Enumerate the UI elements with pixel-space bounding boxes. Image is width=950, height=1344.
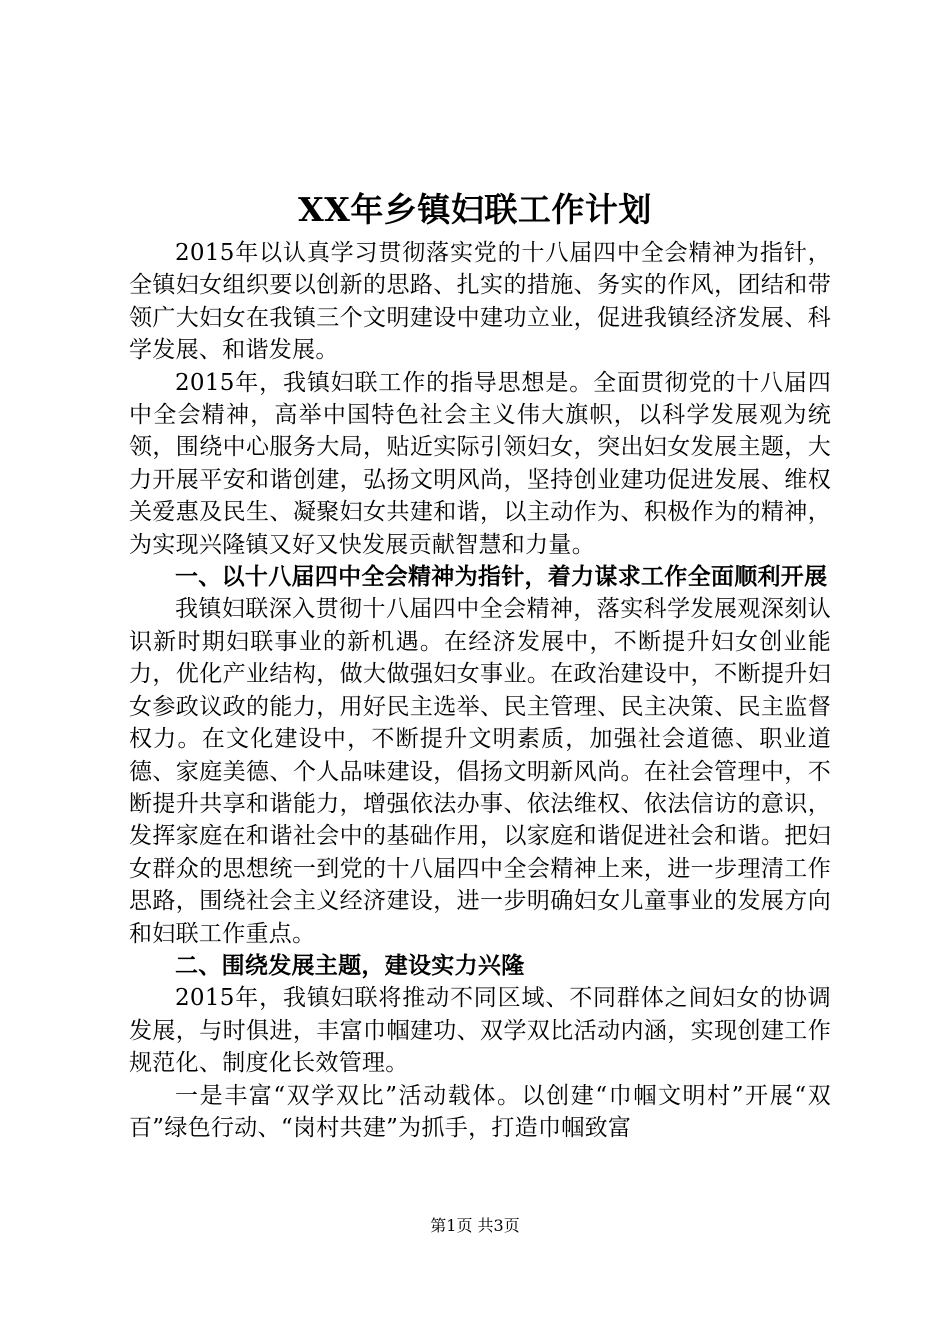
paragraph: 2015年，我镇妇联工作的指导思想是。全面贯彻党的十八届四中全会精神，高举中国特色社会主义伟大旗帜，以科学发展观为统领，围绕中心服务大局，贴近实际引领妇女，突出妇女发展主题，大力开展平安和谐创建，弘扬文明风尚，坚持创业建功促进发展、维权关爱惠及民生、凝聚妇女共建和谐，以主动作为、积极作为的精神，为实现兴隆镇又好又快发展贡献智慧和力量。: [129, 369, 831, 558]
document-title: XX年乡镇妇联工作计划: [298, 190, 652, 229]
section-heading: 一、以十八届四中全会精神为指针，着力谋求工作全面顺利开展: [175, 564, 828, 591]
paragraph: 一是丰富“双学双比”活动载体。以创建“巾帼文明村”开展“双百”绿色行动、“岗村共建”为抓手，打造巾帼致富: [129, 1082, 831, 1141]
page-footer: 第1页 共3页: [430, 1216, 520, 1235]
paragraph: 2015年以认真学习贯彻落实党的十八届四中全会精神为指针，全镇妇女组织要以创新的思路、扎实的措施、务实的作风，团结和带领广大妇女在我镇三个文明建设中建功立业，促进我镇经济发展、科学发展、和谐发展。: [129, 240, 831, 364]
document-body: [129, 237, 831, 1144]
paragraph: 2015年，我镇妇联将推动不同区域、不同群体之间妇女的协调发展，与时俱进，丰富巾帼建功、双学双比活动内涵，实现创建工作规范化、制度化长效管理。: [129, 985, 831, 1077]
section-heading: 二、围绕发展主题，建设实力兴隆: [175, 952, 525, 979]
paragraph: 我镇妇联深入贯彻十八届四中全会精神，落实科学发展观深刻认识新时期妇联事业的新机遇。在经济发展中，不断提升妇女创业能力，优化产业结构，做大做强妇女事业。在政治建设中，不断提升妇女参政议政的能力，用好民主选举、民主管理、民主决策、民主监督权力。在文化建设中，不断提升文明素质，加强社会道德、职业道德、家庭美德、个人品味建设，倡扬文明新风尚。在社会管理中，不断提升共享和谐能力，增强依法办事、依法维权、依法信访的意识，发挥家庭在和谐社会中的基础作用，以家庭和谐促进社会和谐。把妇女群众的思想统一到党的十八届四中全会精神上来，进一步理清工作思路，围绕社会主义经济建设，进一步明确妇女儿童事业的发展方向和妇联工作重点。: [129, 596, 831, 947]
